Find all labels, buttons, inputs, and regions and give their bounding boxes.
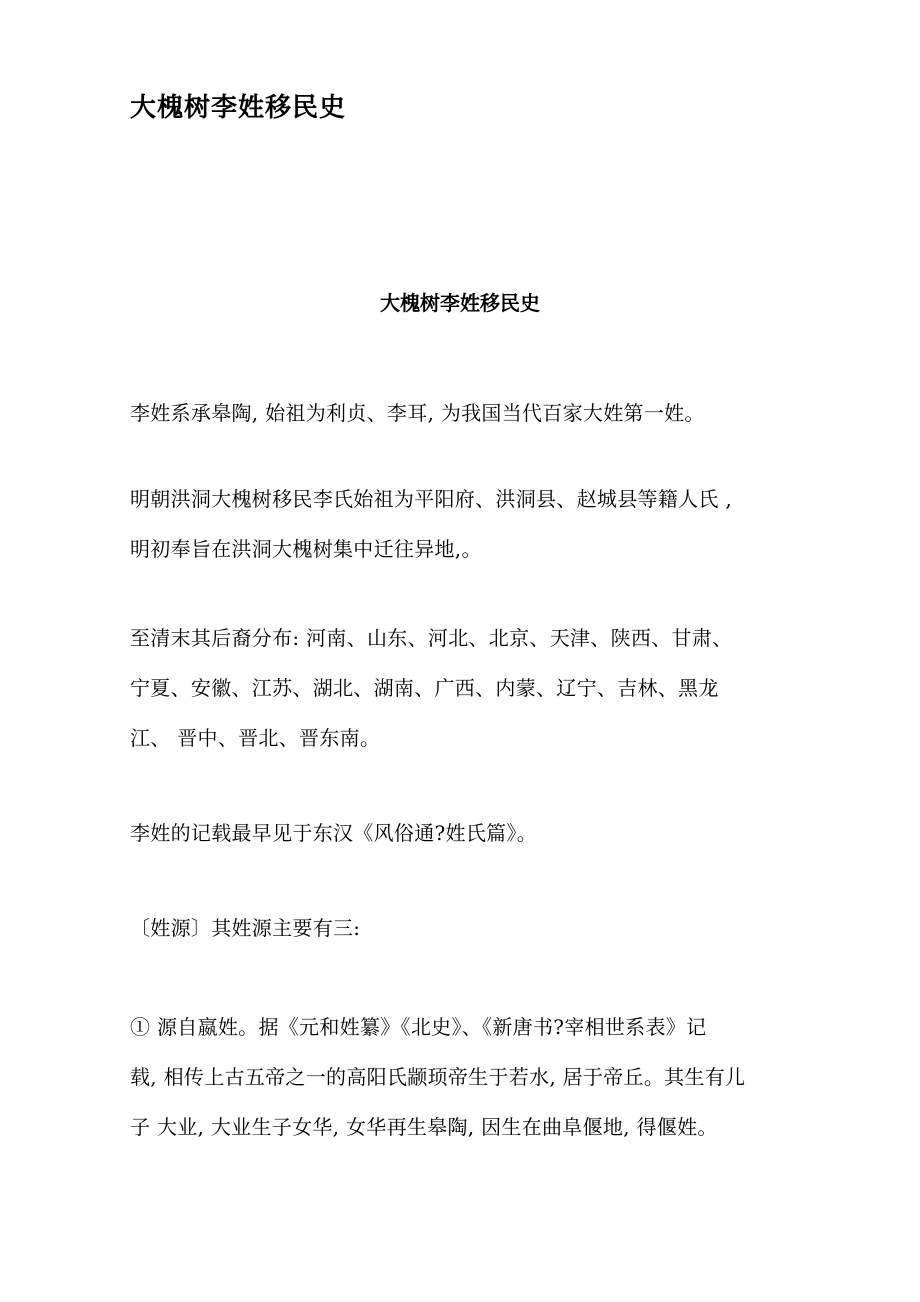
text-line: 江、 晋中、晋北、晋东南。 [130, 726, 381, 750]
text-line: 李姓的记载最早见于东汉《风俗通?姓氏篇》。 [130, 821, 538, 845]
text-line: 明朝洪洞大槐树移民李氏始祖为平阳府、洪洞县、赵城县等籍人氏 , [130, 487, 733, 511]
paragraph-migration-ancestors [130, 474, 785, 574]
text-line: 载, 相传上古五帝之一的高阳氏颛顼帝生于若水, 居于帝丘。其生有儿 [130, 1065, 746, 1089]
text-line: 宁夏、安徽、江苏、湖北、湖南、广西、内蒙、辽宁、吉林、黑龙 [130, 676, 719, 700]
centered-title: 大槐树李姓移民史 [380, 291, 540, 315]
paragraph-surname-sources-heading [130, 903, 785, 953]
text-line: 〔姓源〕其姓源主要有三: [130, 916, 361, 940]
text-line: 明初奉旨在洪洞大槐树集中迁往异地,。 [130, 537, 482, 561]
text-line: ① 源自嬴姓。据《元和姓纂》《北史》、《新唐书?宰相世系表》记 [130, 1015, 707, 1039]
text-line: 李姓系承皋陶, 始祖为利贞、李耳, 为我国当代百家大姓第一姓。 [130, 401, 705, 425]
text-line: 子 大业, 大业生子女华, 女华再生皋陶, 因生在曲阜偃地, 得偃姓。 [130, 1115, 718, 1139]
paragraph-descendant-distribution [130, 613, 785, 763]
paragraph-surname-origin [130, 388, 785, 438]
paragraph-ying-origin [130, 1002, 785, 1152]
paragraph-earliest-record [130, 808, 785, 858]
document-title: 大槐树李姓移民史 [130, 93, 347, 123]
text-line: 至清末其后裔分布: 河南、山东、河北、北京、天津、陕西、甘肃、 [130, 626, 733, 650]
